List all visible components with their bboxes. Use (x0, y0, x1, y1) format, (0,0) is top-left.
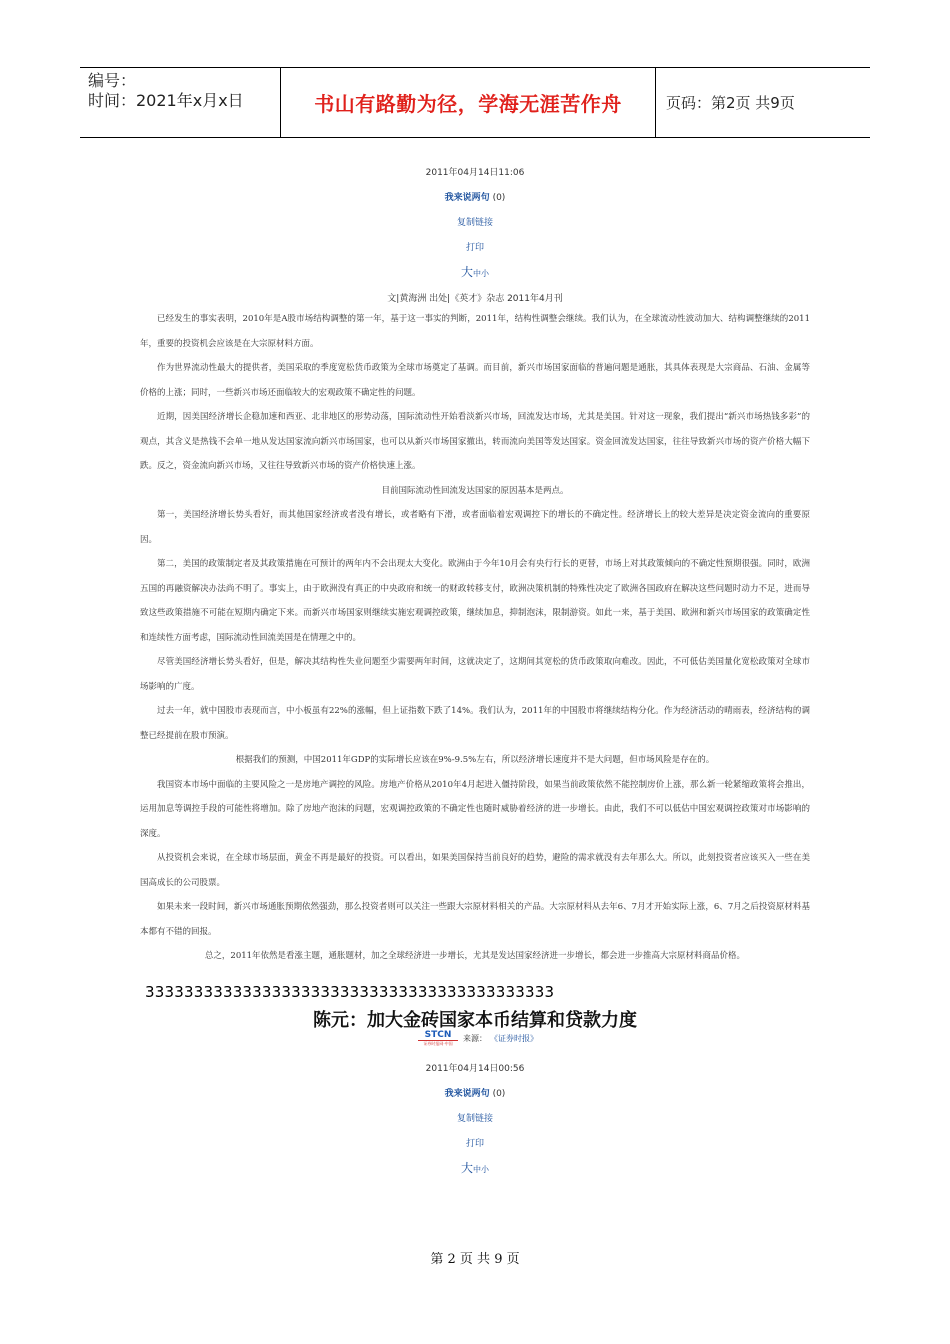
font-size-medium[interactable]: 中 (473, 269, 481, 278)
code-label: 编号： (88, 71, 137, 90)
paragraph: 过去一年，就中国股市表现而言，中小板虽有22%的涨幅，但上证指数下跌了14%。我们认为，2011年的中国股市将继续结构分化。作为经济活动的晴雨表，经济结构的调整已经提前在股市预演。 (140, 706, 810, 741)
copy-link[interactable]: 复制链接 (456, 1114, 493, 1124)
header-page-info: 页码：第2页 共9页 (666, 94, 795, 112)
paragraph: 第一，美国经济增长势头看好，而其他国家经济或者没有增长，或者略有下滑，或者面临着宏观调控下的增长的不确定性。经济增长上的较大差异是决定资金流向的重要原因。 (140, 510, 810, 545)
font-size-medium[interactable]: 中 (473, 1165, 481, 1174)
paragraph: 从投资机会来说，在全球市场层面，黄金不再是最好的投资。可以看出，如果美国保持当前良好的趋势，避险的需求就没有去年那么大。所以，此刻投资者应该买入一些在美国高成长的公司股票。 (140, 853, 810, 888)
source-link[interactable]: 《证券时报》 (490, 1034, 538, 1043)
article1-body (140, 307, 810, 969)
paragraph: 第二，美国的政策制定者及其政策措施在可预计的两年内不会出现太大变化。欧洲由于今年10月会有央行行长的更替，市场上对其政策倾向的不确定性预期很强。同时，欧洲五国的再融资解决办法尚不明了。事实上，由于欧洲没有真正的中央政府和统一的财政转移支付，欧洲决策机制的特殊性决定了欧洲各国政府在解决这些问题时动力不足，进而导致这些政策措施不可能在短期内确定下来。而新兴市场国家则继续实施宏观调控政策，继续加息，抑制泡沫，限制游资。如此一来，基于美国、欧洲和新兴市场国家的政策确定性和连续性方面考虑，国际流动性回流美国是在情理之中的。 (140, 559, 810, 643)
source-label: 来源： (463, 1034, 487, 1043)
print-link[interactable]: 打印 (465, 1139, 484, 1149)
font-size-switcher (0, 1159, 950, 1176)
article2-source (418, 1030, 538, 1047)
page-header (80, 67, 870, 138)
logo-text: STCN (424, 1030, 452, 1040)
page-footer: 第 2 页 共 9 页 (430, 1252, 520, 1267)
article2-title: 陈元：加大金砖国家本币结算和贷款力度 (313, 1010, 637, 1031)
date-label: 时间：2021年x月x日 (88, 91, 244, 110)
header-meta (80, 68, 281, 137)
header-motto: 书山有路勤为径，学海无涯苦作舟 (281, 68, 656, 137)
article1-byline: 文|黄海洲 出处|《英才》杂志 2011年4月刊 (387, 294, 563, 304)
comment-count: (0) (492, 1089, 506, 1099)
article1-comment (0, 190, 950, 203)
paragraph: 我国资本市场中面临的主要风险之一是房地产调控的风险。房地产价格从2010年4月起进入僵持阶段，如果当前政策依然不能控制房价上涨，那么新一轮紧缩政策将会推出，运用加息等调控手段的可能性将增加。除了房地产泡沫的问题，宏观调控政策的不确定性也随时威胁着经济的进一步增长。由此，我们不可以低估中国宏观调控政策对市场影响的深度。 (140, 779, 810, 839)
font-size-small[interactable]: 小 (481, 269, 489, 278)
font-size-small[interactable]: 小 (481, 1165, 489, 1174)
font-size-large[interactable]: 大 (460, 1161, 473, 1175)
stcn-logo (418, 1030, 458, 1047)
font-size-switcher (0, 263, 950, 280)
comment-count: (0) (492, 193, 506, 203)
paragraph: 目前国际流动性回流发达国家的原因基本是两点。 (381, 485, 569, 496)
comment-link[interactable]: 我来说两句 (444, 1089, 490, 1099)
paragraph: 近期，因美国经济增长企稳加速和西亚、北非地区的形势动荡，国际流动性开始看淡新兴市场，回流发达市场，尤其是美国。针对这一现象，我们提出“新兴市场热钱多彩”的观点，其含义是热钱不会单一地从发达国家流向新兴市场国家，也可以从新兴市场国家撤出，转而流向美国等发达国家。资金回流发达国家，往往导致新兴市场的资产价格大幅下跌。反之，资金流向新兴市场，又往往导致新兴市场的资产价格快速上涨。 (140, 412, 810, 471)
article2-datetime: 2011年04月14日00:56 (425, 1064, 525, 1074)
paragraph: 尽管美国经济增长势头看好，但是，解决其结构性失业问题至少需要两年时间，这就决定了，这期间其宽松的货币政策取向难改。因此，不可低估美国量化宽松政策对全球市场影响的广度。 (140, 657, 810, 692)
copy-link[interactable]: 复制链接 (456, 218, 493, 228)
filler-digits: 333333333333333333333333333333333333333333 (145, 983, 555, 1001)
comment-link[interactable]: 我来说两句 (444, 193, 490, 203)
print-link[interactable]: 打印 (465, 243, 484, 253)
paragraph: 总之，2011年依然是看涨主题，通胀题材，加之全球经济进一步增长，尤其是发达国家经济进一步增长，都会进一步推高大宗原材料商品价格。 (204, 951, 746, 961)
article1-datetime: 2011年04月14日11:06 (425, 168, 525, 178)
logo-subtext: 证券时报网·中国 (418, 1040, 458, 1047)
paragraph: 作为世界流动性最大的提供者，美国采取的季度宽松货币政策为全球市场奠定了基调。而目前，新兴市场国家面临的普遍问题是通胀，其具体表现是大宗商品、石油、金属等价格的上涨；同时，一些新兴市场还面临较大的宏观政策不确定性的问题。 (140, 363, 810, 398)
font-size-large[interactable]: 大 (460, 265, 473, 279)
article2-comment (0, 1086, 950, 1099)
paragraph: 已经发生的事实表明，2010年是A股市场结构调整的第一年，基于这一事实的判断，2011年，结构性调整会继续。我们认为，在全球流动性波动加大、结构调整继续的2011年，重要的投资机会应该是在大宗原材料方面。 (140, 314, 810, 349)
paragraph: 根据我们的预测，中国2011年GDP的实际增长应该在9%-9.5%左右，所以经济增长速度并不是大问题，但市场风险是存在的。 (235, 755, 715, 765)
paragraph: 如果未来一段时间，新兴市场通胀预期依然强劲，那么投资者则可以关注一些跟大宗原材料相关的产品。大宗原材料从去年6、7月才开始实际上涨，6、7月之后投资原材料基本都有不错的回报。 (140, 902, 810, 937)
